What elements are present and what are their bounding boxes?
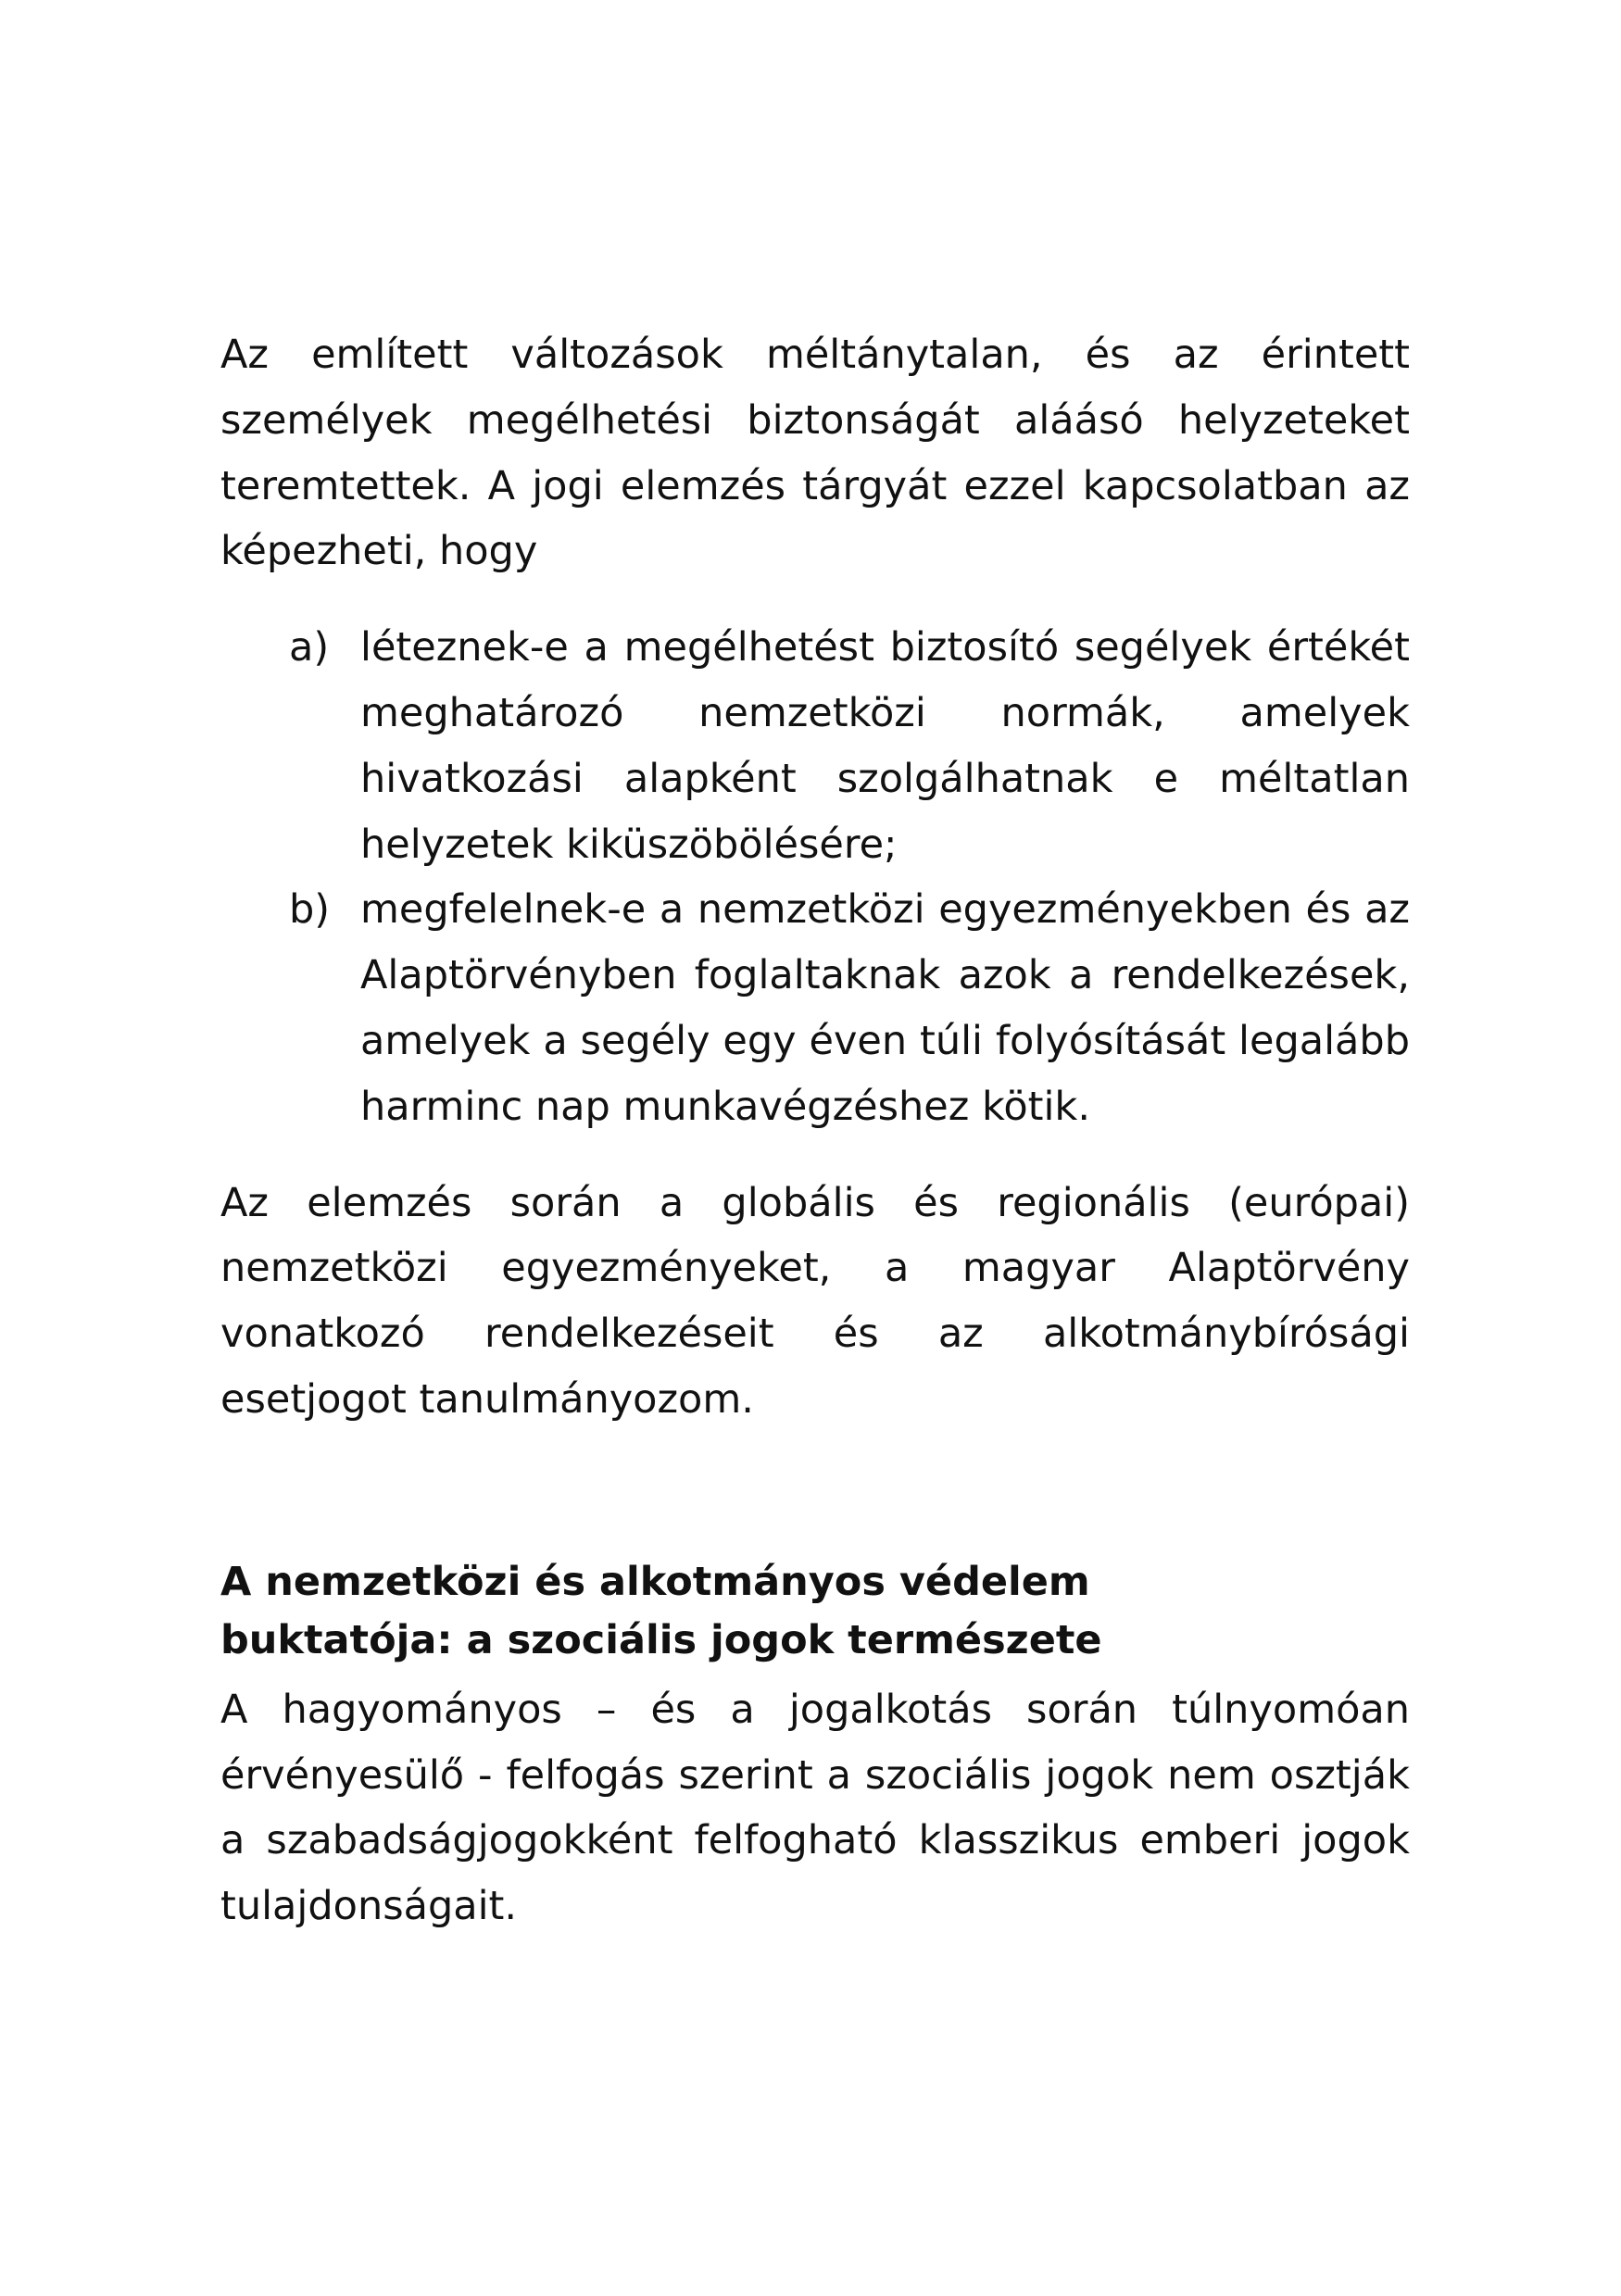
section-heading-line-2: buktatója: a szociális jogok természete — [220, 1616, 1102, 1663]
list-item — [220, 615, 1410, 877]
list-item-text: megfelelnek-e a nemzetközi egyezményekben és az Alaptörvényben foglaltaknak azok a rendelkezések, amelyek a segély egy éven túli folyósítását legalább harminc nap munkavégzéshez kötik. — [360, 886, 1410, 1130]
section-paragraph: A hagyományos – és a jogalkotás során túlnyomóan érvényesülő - felfogás szerint a szociális jogok nem osztják a szabadságjogokként felfogható klasszikus emberi jogok tulajdonságait. — [220, 1686, 1410, 1930]
question-list — [220, 615, 1410, 1139]
section-heading — [220, 1553, 1410, 1670]
list-item — [220, 877, 1410, 1139]
page-content — [220, 322, 1410, 1939]
list-item-text: léteznek-e a megélhetést biztosító segélyek értékét meghatározó nemzetközi normák, amelyek hivatkozási alapként szolgálhatnak e méltatlan helyzetek kiküszöbölésére; — [360, 624, 1410, 868]
intro-paragraph: Az említett változások méltánytalan, és az érintett személyek megélhetési biztonságát aláásó helyzeteket teremtettek. A jogi elemzés tárgyát ezzel kapcsolatban az képezheti, hogy — [220, 332, 1410, 575]
section-heading-line-1: A nemzetközi és alkotmányos védelem — [220, 1558, 1090, 1605]
analysis-paragraph: Az elemzés során a globális és regionális (európai) nemzetközi egyezményeket, a magyar Alaptörvény vonatkozó rendelkezéseit és az alkotmánybírósági esetjogot tanulmányozom. — [220, 1179, 1410, 1423]
list-marker: b) — [289, 886, 331, 934]
list-marker: a) — [289, 624, 330, 671]
